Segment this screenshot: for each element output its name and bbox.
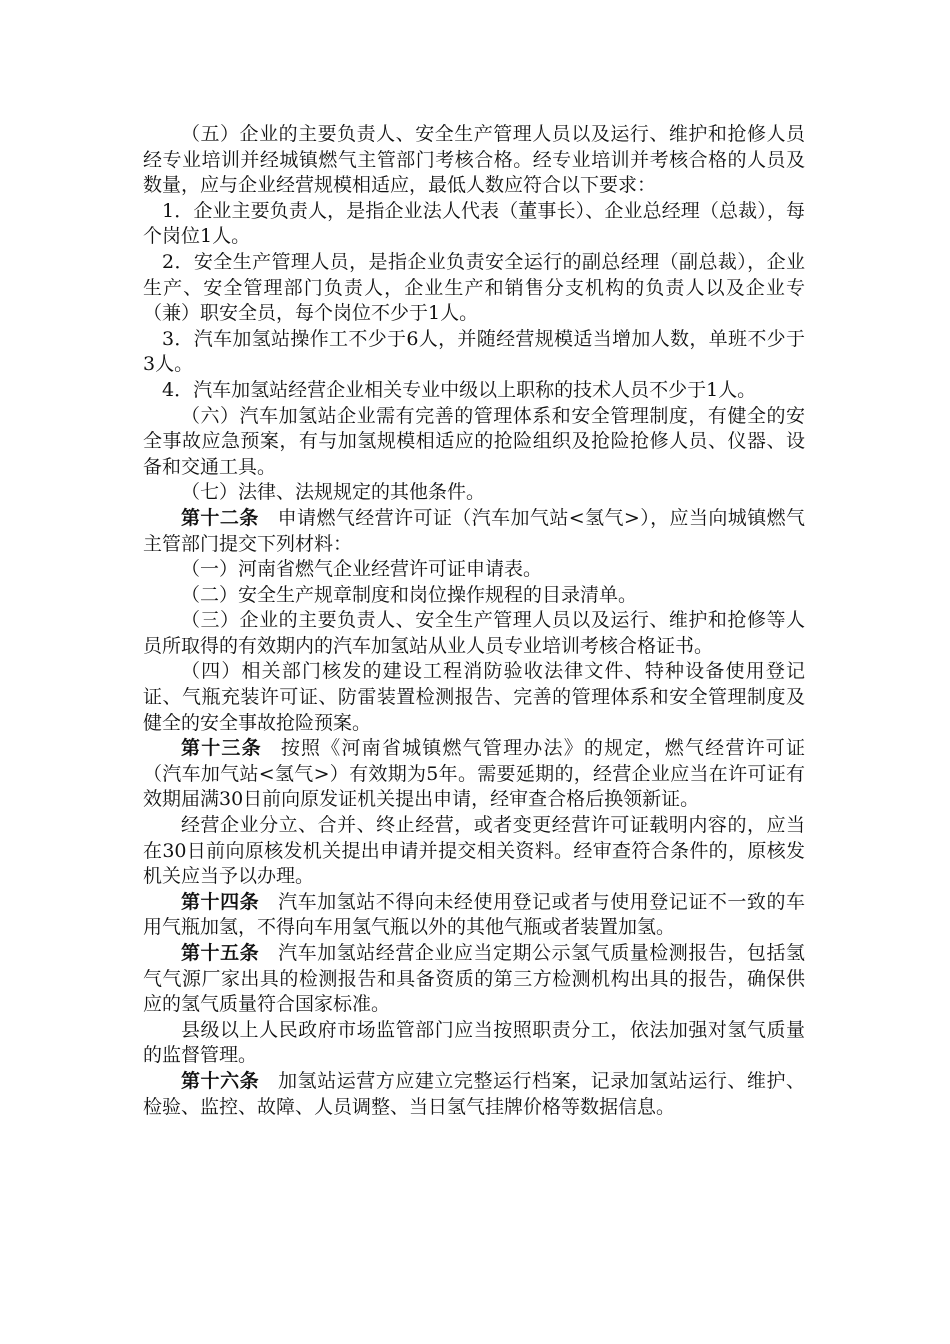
paragraph-requirement-1: 1．企业主要负责人，是指企业法人代表（董事长）、企业总经理（总裁），每个岗位1人。 xyxy=(143,199,805,248)
paragraph-item-7: （七）法律、法规规定的其他条件。 xyxy=(181,481,486,504)
article-16: 第十六条 加氢站运营方应建立完整运行档案，记录加氢站运行、维护、检验、监控、故障、人员调整、当日氢气挂牌价格等数据信息。 xyxy=(143,1069,805,1118)
paragraph-item-6: （六）汽车加氢站企业需有完善的管理体系和安全管理制度，有健全的安全事故应急预案，有与加氢规模相适应的抢险组织及抢险抢修人员、仪器、设备和交通工具。 xyxy=(143,404,805,478)
paragraph-article-15-cont: 县级以上人民政府市场监管部门应当按照职责分工，依法加强对氢气质量的监督管理。 xyxy=(143,1018,805,1067)
paragraph-article-13-cont: 经营企业分立、合并、终止经营，或者变更经营许可证载明内容的，应当在30日前向原核发机关提出申请并提交相关资料。经审查符合条件的，原核发机关应当予以办理。 xyxy=(143,814,805,888)
article-number: 第十六条 xyxy=(181,1069,260,1092)
article-14: 第十四条 汽车加氢站不得向未经使用登记或者与使用登记证不一致的车用气瓶加氢，不得向车用氢气瓶以外的其他气瓶或者装置加氢。 xyxy=(143,890,805,939)
paragraph-item-5: （五）企业的主要负责人、安全生产管理人员以及运行、维护和抢修人员经专业培训并经城镇燃气主管部门考核合格。经专业培训并考核合格的人员及数量，应与企业经营规模相适应，最低人数应符合以下要求： xyxy=(143,123,805,197)
article-13: 第十三条 按照《河南省城镇燃气管理办法》的规定，燃气经营许可证（汽车加气站<氢气>）有效期为5年。需要延期的，经营企业应当在许可证有效期届满30日前向原发证机关提出申请，经审查合格后换领新证。 xyxy=(143,737,805,811)
article-number: 第十五条 xyxy=(181,942,260,964)
paragraph-material-2: （二）安全生产规章制度和岗位操作规程的目录清单。 xyxy=(181,583,638,606)
paragraph-requirement-3: 3．汽车加氢站操作工不少于6人，并随经营规模适当增加人数，单班不少于3人。 xyxy=(143,327,805,376)
article-12: 第十二条 申请燃气经营许可证（汽车加气站<氢气>），应当向城镇燃气主管部门提交下列材料： xyxy=(143,506,805,555)
paragraph-requirement-4: 4．汽车加氢站经营企业相关专业中级以上职称的技术人员不少于1人。 xyxy=(162,378,757,401)
article-number: 第十三条 xyxy=(181,737,262,760)
paragraph-requirement-2: 2．安全生产管理人员，是指企业负责安全运行的副总经理（副总裁），企业生产、安全管理部门负责人，企业生产和销售分支机构的负责人以及企业专（兼）职安全员，每个岗位不少于1人。 xyxy=(143,250,805,325)
article-number: 第十二条 xyxy=(181,506,259,529)
paragraph-material-4: （四）相关部门核发的建设工程消防验收法律文件、特种设备使用登记证、气瓶充装许可证、防雷装置检测报告、完善的管理体系和安全管理制度及健全的安全事故抢险预案。 xyxy=(143,660,805,734)
paragraph-material-3: （三）企业的主要负责人、安全生产管理人员以及运行、维护和抢修等人员所取得的有效期内的汽车加氢站从业人员专业培训考核合格证书。 xyxy=(143,609,805,657)
article-number: 第十四条 xyxy=(181,890,260,913)
article-15: 第十五条 汽车加氢站经营企业应当定期公示氢气质量检测报告，包括氢气气源厂家出具的检测报告和具备资质的第三方检测机构出具的报告，确保供应的氢气质量符合国家标准。 xyxy=(143,942,805,1016)
document-body xyxy=(143,122,805,1120)
paragraph-material-1: （一）河南省燃气企业经营许可证申请表。 xyxy=(181,558,543,581)
